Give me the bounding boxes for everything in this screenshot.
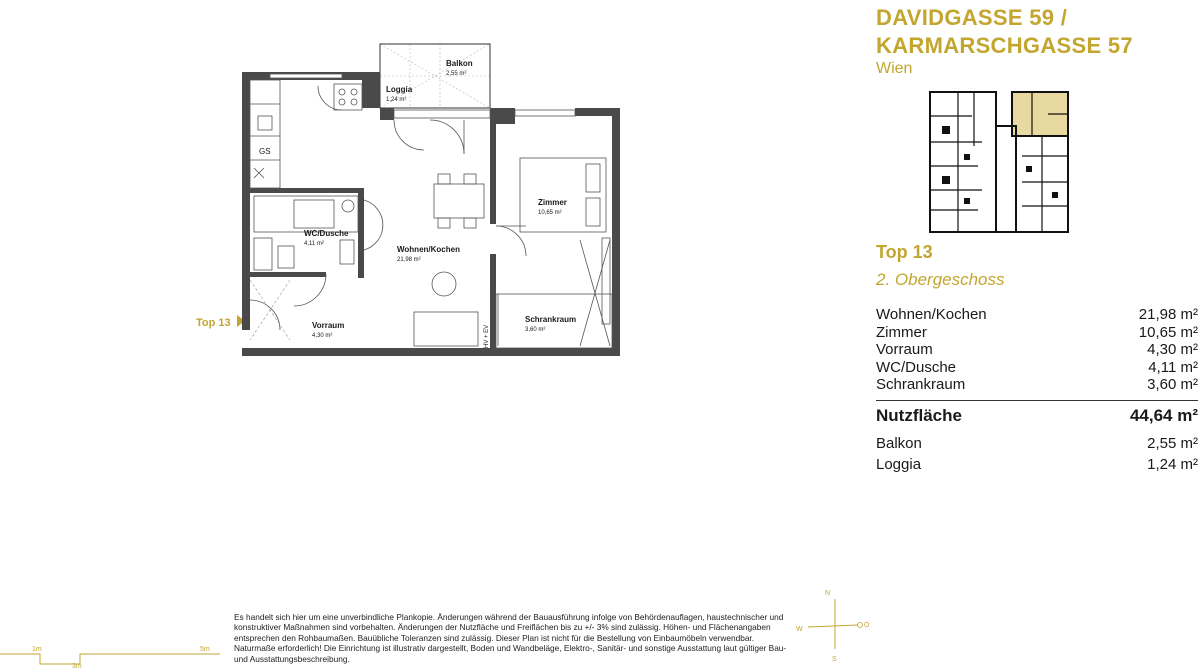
wohnen-label: Wohnen/Kochen	[397, 245, 460, 254]
zimmer-area-value: 10,65 m²	[538, 210, 562, 216]
outdoor-area: 2,55 m²	[1147, 434, 1198, 452]
unit-floor: 2. Obergeschoss	[876, 270, 1005, 289]
room-area: 4,30 m²	[1147, 341, 1198, 358]
area-row	[876, 341, 1198, 359]
room-area: 21,98 m²	[1138, 306, 1198, 323]
schrank-area-value: 3,60 m²	[525, 327, 546, 333]
area-row	[876, 359, 1198, 377]
room-label: Wohnen/Kochen	[876, 306, 987, 323]
compass-o: O	[864, 622, 870, 629]
outdoor-label: Loggia	[876, 455, 922, 473]
schrank-label: Schrankraum	[525, 315, 577, 324]
outdoor-area: 1,24 m²	[1147, 455, 1198, 473]
room-label: Vorraum	[876, 341, 933, 358]
room-label: Schrankraum	[876, 376, 966, 393]
zimmer-label: Zimmer	[538, 198, 567, 207]
compass-dot-icon	[858, 623, 863, 628]
balkon-area-value: 2,55 m²	[446, 71, 467, 77]
disclaimer: Es handelt sich hier um eine unverbindliche Plankopie. Änderungen während der Bauausführung infolge von Behördenauflagen, haustechnischer und konstruktiver Maßnahmen sind vorbehalten. Änderungen der Nutzfläche und Freiflächen bis zu +/- 3% sind zulässig. Höhen- und Flächenangaben entsprechen den Rohbaumaßen. Bauübliche Toleranzen sind zulässig. Dieser Plan ist nicht für die Bestellung von Einbaumöbeln verwendbar. Naturmaße erforderlich! Die Einrichtung ist illustrativ dargestellt, Boden und Wandbeläge, Elektro-, Sanitär- und sonstige Ausstattung laut gültiger Bau- und Ausstattungsbeschreibung.	[234, 612, 787, 664]
area-table	[876, 306, 1198, 475]
city: Wien	[876, 60, 913, 77]
outdoor-label: Balkon	[876, 434, 922, 452]
wc-area-value: 4,11 m²	[304, 241, 324, 247]
scale-3m: 3m	[72, 663, 82, 670]
unit-name: Top 13	[876, 242, 933, 262]
room-area: 4,11 m²	[1148, 358, 1198, 376]
compass	[790, 585, 880, 670]
area-row	[876, 376, 1198, 394]
entrance-label: Top 13	[196, 317, 231, 329]
scale-5m: 5m	[200, 646, 210, 653]
project-title	[876, 4, 1133, 60]
scale-1m: 1m	[32, 646, 42, 653]
closet	[496, 240, 612, 348]
dining-table	[414, 174, 484, 346]
room-area: 3,60 m²	[1147, 376, 1198, 393]
doors	[250, 86, 526, 330]
outdoor-areas	[876, 433, 1198, 475]
total-area: 44,64 m²	[1129, 405, 1198, 425]
outdoor-row	[876, 454, 1198, 475]
hv-label: HV + EV	[484, 324, 490, 348]
title-line-1: DAVIDGASSE 59 /	[876, 5, 1068, 30]
total-row	[876, 400, 1198, 427]
key-plan	[922, 86, 1082, 236]
room-area: 10,65 m²	[1138, 323, 1198, 341]
loggia-area-value: 1,24 m²	[386, 97, 407, 103]
scale-bar	[0, 640, 230, 670]
wohnen-area-value: 21,98 m²	[397, 257, 421, 263]
vorraum-area-value: 4,30 m²	[312, 333, 333, 339]
balkon-label: Balkon	[446, 59, 473, 68]
area-row	[876, 306, 1198, 324]
gs-label: GS	[259, 147, 271, 156]
room-label: Zimmer	[876, 323, 927, 341]
compass-n: N	[825, 590, 831, 597]
title-line-2: KARMARSCHGASSE 57	[876, 33, 1133, 58]
compass-w: W	[796, 626, 803, 633]
area-row	[876, 324, 1198, 342]
total-label: Nutzfläche	[876, 405, 962, 425]
room-label: WC/Dusche	[876, 358, 957, 376]
compass-s: S	[832, 656, 837, 663]
floor-plan	[230, 40, 630, 370]
wc-label: WC/Dusche	[304, 229, 349, 238]
loggia-label: Loggia	[386, 85, 413, 94]
outdoor-row	[876, 433, 1198, 454]
vorraum-label: Vorraum	[312, 321, 345, 330]
